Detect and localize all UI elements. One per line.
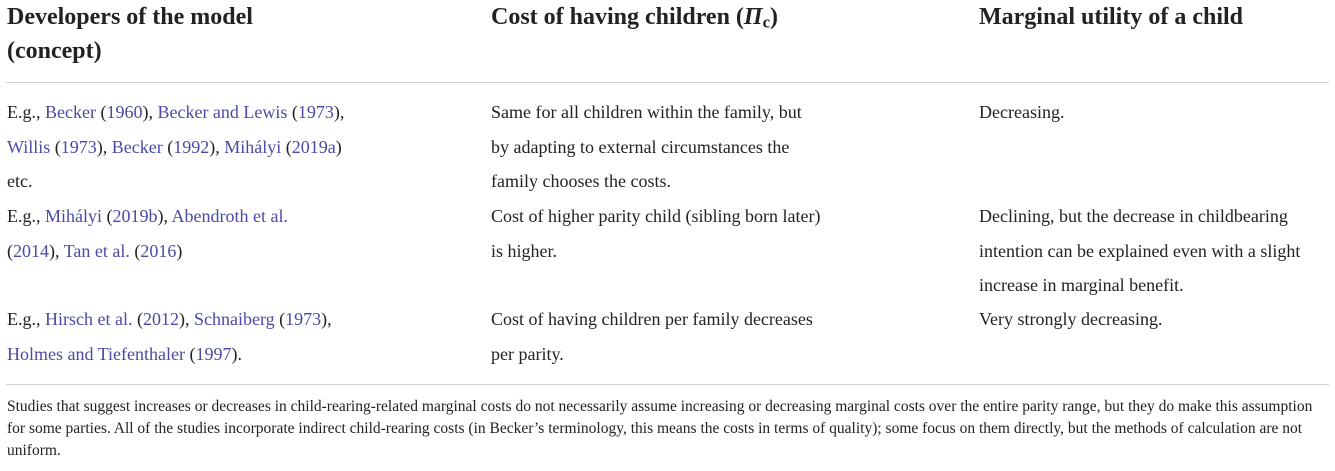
developers-line (7, 302, 467, 337)
cost-line: Cost of having children per family decreases (491, 309, 813, 329)
cost-cell (491, 199, 841, 268)
utility-line: Very strongly decreasing. (979, 309, 1163, 329)
developers-line (7, 199, 467, 234)
citation-text: ( (162, 136, 174, 157)
citation-text: ( (129, 240, 141, 261)
citation-text: ( (7, 240, 13, 261)
citation-link[interactable]: Becker (45, 102, 96, 122)
developers-line (7, 234, 467, 269)
citation-text: E.g., (7, 206, 45, 226)
header-developers (7, 0, 447, 68)
citation-link[interactable]: Becker and Lewis (157, 102, 288, 122)
cost-line: by adapting to external circumstances the (491, 136, 790, 157)
citation-text: ), (178, 309, 194, 329)
citation-text: ), (157, 206, 172, 226)
citation-text: etc. (7, 171, 33, 191)
citation-text: ), (209, 136, 225, 157)
header-rule (6, 82, 1329, 83)
header-cost-suffix: ) (770, 4, 779, 30)
cost-line: Same for all children within the family, but (491, 102, 802, 122)
header-cost-symbol-subscript: c (762, 12, 771, 32)
citation-link[interactable]: 2016 (140, 240, 177, 261)
citation-text: E.g., (7, 102, 45, 122)
utility-line: increase in marginal benefit. (979, 275, 1184, 295)
citation-link[interactable]: 1997 (195, 343, 232, 364)
citation-text: ) (176, 240, 183, 261)
citation-link[interactable]: Hirsch et al. (45, 309, 133, 329)
cost-cell (491, 302, 841, 371)
cost-line: is higher. (491, 240, 557, 261)
citation-text: ), (142, 102, 158, 122)
citation-link[interactable]: 2019a (291, 136, 336, 157)
cost-cell (491, 95, 841, 199)
citation-link[interactable]: 2012 (142, 309, 179, 329)
citation-text: ) (335, 136, 342, 157)
citation-link[interactable]: 1992 (173, 136, 210, 157)
citation-text: ), (321, 309, 332, 329)
utility-cell (979, 95, 1329, 130)
citation-link[interactable]: 1973 (297, 102, 334, 122)
citation-link[interactable]: Willis (7, 136, 51, 157)
developers-line (7, 95, 467, 130)
citation-text: ( (50, 136, 61, 157)
developers-line (7, 337, 467, 372)
header-developers-line1: Developers of the model (7, 4, 253, 30)
developers-cell (7, 302, 467, 371)
footer-rule (6, 384, 1329, 385)
citation-text: ( (184, 343, 196, 364)
utility-line: Declining, but the decrease in childbearing (979, 206, 1288, 226)
citation-link[interactable]: Becker (111, 136, 163, 157)
header-cost-prefix: Cost of having children ( (491, 4, 744, 30)
citation-text: E.g., (7, 309, 45, 329)
citation-link[interactable]: Mihályi (45, 206, 102, 226)
citation-link[interactable]: Abendroth et al. (171, 206, 288, 226)
developers-cell (7, 199, 467, 268)
header-utility: Marginal utility of a child (979, 4, 1243, 30)
developers-line (7, 130, 467, 165)
header-cost (491, 0, 931, 39)
cost-line: per parity. (491, 343, 564, 364)
citation-link[interactable]: Tan et al. (63, 240, 130, 261)
table-header (0, 0, 1335, 82)
citation-text: ( (281, 136, 292, 157)
developers-cell (7, 95, 467, 199)
citation-text: ( (95, 102, 107, 122)
citation-link[interactable]: 1960 (106, 102, 143, 122)
cost-line: Cost of higher parity child (sibling born later) (491, 206, 821, 226)
citation-text: ( (274, 309, 286, 329)
citation-text: ), (49, 240, 64, 261)
utility-line: intention can be explained even with a slight (979, 240, 1301, 261)
header-developers-line2: (concept) (7, 38, 102, 64)
citation-link[interactable]: Holmes and Tiefenthaler (7, 343, 185, 364)
citation-text: ( (287, 102, 298, 122)
utility-line: Decreasing. (979, 102, 1065, 122)
header-cost-symbol-main: Π (743, 4, 763, 30)
table-footnote: Studies that suggest increases or decreases in child-rearing-related marginal costs do not necessarily assume increasing or decreasing marginal costs over the entire parity range, but they do make this assumption for some parties. All of the studies incorporate indirect child-rearing costs (in Becker’s terminology, this means the costs in terms of quality); some focus on them directly, but the methods of calculation are not uniform. (7, 398, 1313, 459)
citation-link[interactable]: 2014 (13, 240, 49, 261)
citation-link[interactable]: Mihályi (224, 136, 282, 157)
header-cost-symbol (744, 4, 770, 30)
developers-line (7, 164, 467, 199)
citation-link[interactable]: 1973 (60, 136, 97, 157)
citation-text: ). (231, 343, 242, 364)
citation-text: ), (96, 136, 112, 157)
citation-link[interactable]: 1973 (285, 309, 322, 329)
citation-text: ), (333, 102, 345, 122)
cost-line: family chooses the costs. (491, 171, 671, 191)
citation-link[interactable]: Schnaiberg (193, 309, 275, 329)
citation-text: ( (102, 206, 113, 226)
utility-cell (979, 199, 1329, 303)
utility-cell (979, 302, 1329, 337)
citation-link[interactable]: 2019b (112, 206, 158, 226)
citation-text: ( (132, 309, 143, 329)
